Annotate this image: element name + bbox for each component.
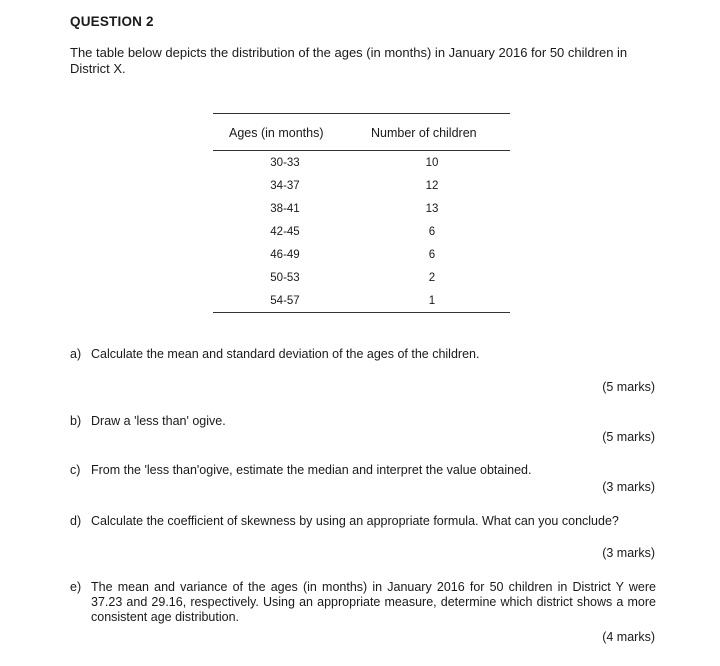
question-marks: (3 marks) [602,546,655,560]
table-header-ages: Ages (in months) [229,126,324,140]
table-header-count: Number of children [371,126,477,140]
question-marks: (5 marks) [602,430,655,444]
table-cell-age: 38-41 [270,203,300,215]
question-text: Calculate the mean and standard deviation of the ages of the children. [91,347,480,361]
table-header-rule [213,150,510,151]
question-label: a) [70,347,82,361]
question-text: Calculate the coefficient of skewness by using an appropriate formula. What can you conclude? [91,514,619,528]
question-label: d) [70,514,82,528]
table-bottom-rule [213,312,510,313]
question-marks: (4 marks) [602,630,655,644]
question-text: Draw a 'less than' ogive. [91,414,226,428]
table-cell-count: 12 [425,180,439,192]
question-d [70,514,670,546]
question-label: c) [70,463,81,477]
table-cell-count: 2 [428,272,436,284]
table-cell-count: 10 [425,157,439,169]
table-cell-count: 1 [428,295,436,307]
question-marks: (3 marks) [602,480,655,494]
question-text: From the 'less than'ogive, estimate the median and interpret the value obtained. [91,463,532,477]
question-heading: QUESTION 2 [70,14,154,29]
question-e [70,580,670,628]
table-cell-age: 46-49 [270,249,300,261]
table-top-rule [213,113,510,114]
question-b [70,414,670,430]
table-cell-age: 54-57 [270,295,300,307]
question-marks: (5 marks) [602,380,655,394]
question-label: b) [70,414,82,428]
question-a [70,347,670,363]
question-text: The mean and variance of the ages (in months) in January 2016 for 50 children in District Y were 37.23 and 29.16, respectively. Using an appropriate measure, determine which district shows a more consistent age distribution. [91,580,656,624]
question-label: e) [70,580,82,594]
table-cell-count: 13 [425,203,439,215]
table-cell-age: 50-53 [270,272,300,284]
table-cell-count: 6 [428,249,436,261]
table-cell-count: 6 [428,226,436,238]
intro-paragraph: The table below depicts the distribution of the ages (in months) in January 2016 for 50 children in District X. [70,45,628,76]
question-c [70,463,670,479]
table-cell-age: 30-33 [270,157,300,169]
table-cell-age: 42-45 [270,226,300,238]
table-cell-age: 34-37 [270,180,300,192]
